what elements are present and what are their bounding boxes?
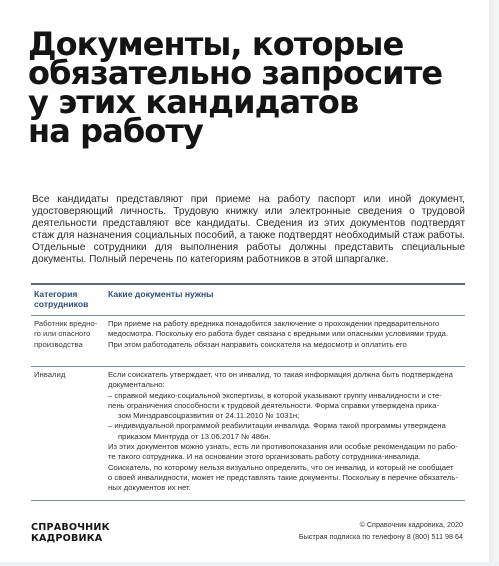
category-line: Инвалид: [34, 370, 66, 379]
row-category: [31, 370, 105, 500]
logo-line: КАДРОВИКА: [31, 532, 103, 544]
table-bottom-rule: [31, 500, 465, 501]
table-header: [31, 285, 465, 315]
footer-info: [299, 519, 463, 543]
text-line: зом Минздравсоцразвития от 24.11.2010 № 1031н;: [118, 411, 300, 421]
text-line: При этом работодатель обязан направить соискателя на медосмотр и оплатить его: [108, 339, 407, 349]
intro-paragraph: Все кандидаты представляют при приеме на работу паспорт или иной документ, удостоверяющий личность. Трудовую книжку или электронные сведения о трудовой деятельности представляют все кандидаты. Сведения из этих документов подтвердят стаж для назначения социальных пособий, а также подтвердят необходимый стаж работы. Отдельные сотрудники для выполнения работы должны представить специальные документы. Полный перечень по категориям работников в этой шпаргалке.: [32, 194, 466, 266]
header-category: Категория сотрудников: [34, 289, 89, 309]
copyright-text: © Справочник кадровика, 2020: [359, 520, 463, 529]
row-category: [31, 319, 105, 366]
text-line: документально:: [108, 380, 165, 390]
text-line: ных документов их нет.: [108, 483, 191, 493]
category-line: производства: [34, 339, 83, 349]
brand-logo: [31, 523, 110, 544]
text-line: – справкой медико-социальной экспертизы, в которой указывают группу инвалидности и сте-: [108, 390, 442, 400]
row-documents: [105, 319, 465, 366]
text-line: При приеме на работу вредника понадобится заключение о прохождении предварительного: [108, 319, 440, 328]
text-line: те такого сотрудника. И на основании этого организовать работу сотрудника-инвалида.: [108, 452, 421, 462]
text-line: приказом Минтруда от 13.06.2017 № 486н.: [118, 431, 271, 441]
table-row: [31, 316, 465, 366]
page-edge-shadow: [489, 0, 499, 566]
text-line: – индивидуальной программой реабилитации инвалида. Форма такой программы утверждена: [108, 421, 446, 431]
documents-table: [31, 283, 465, 501]
text-line: Соискатель, по которому нельзя визуально определить, что он инвалид, и который не сообщает: [108, 462, 454, 472]
category-line: го или опасного: [34, 329, 91, 339]
text-line: о своей инвалидности, может не представлять такие документы. Поскольку в перечне обязатель-: [108, 472, 458, 482]
text-line: пень ограничения способности к трудовой деятельности. Форма справки утверждена прика-: [108, 400, 440, 410]
table-row: [31, 367, 465, 500]
text-line: Из этих документов можно узнать, есть ли противопоказания или особые рекомендации по рабо-: [108, 442, 458, 452]
row-documents: [105, 370, 465, 500]
category-line: Работник вредно-: [34, 319, 98, 328]
text-line: медосмотра. Поскольку его работа будет связана с вредными или опасными условиями труда.: [108, 329, 449, 339]
subscription-text: Быстрая подписка по телефону 8 (800) 511 98 64: [298, 532, 463, 541]
page-bottom-edge: [0, 562, 499, 566]
document-title: Документы, которые обязательно запросите у этих кандидатов на работу: [28, 25, 443, 150]
text-line: Если соискатель утверждает, что он инвалид, то такая информация должна быть подтверждена: [108, 370, 453, 379]
logo-line: СПРАВОЧНИК: [31, 522, 110, 533]
header-documents: Какие документы нужны: [108, 289, 214, 299]
